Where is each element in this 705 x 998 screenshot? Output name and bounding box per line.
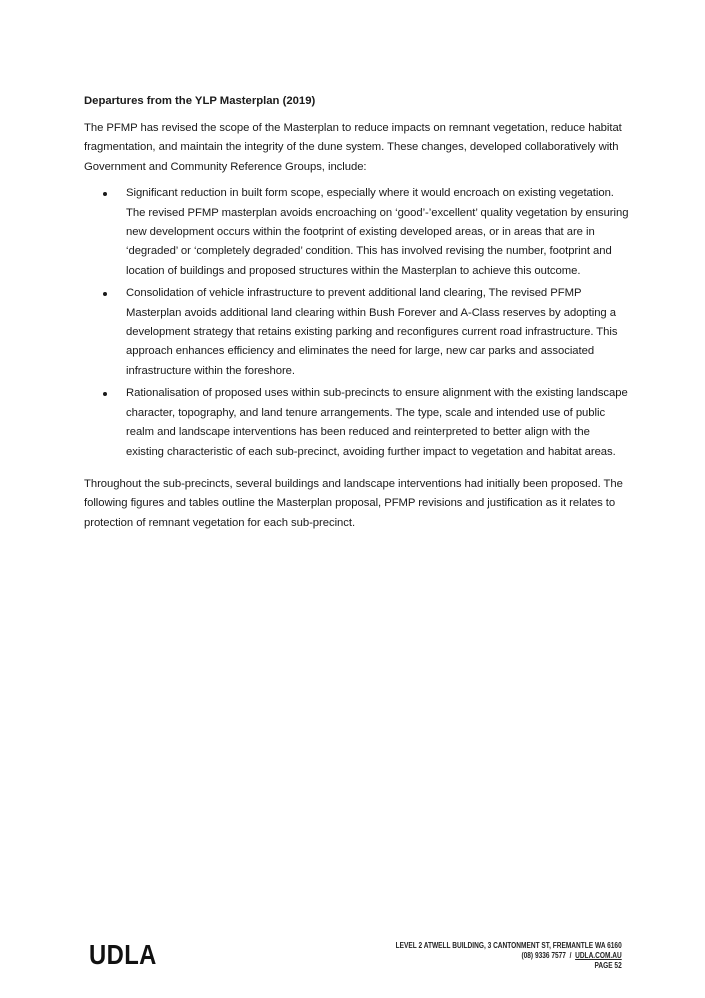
list-item: Significant reduction in built form scope, especially where it would encroach on existing vegetation. The revised PFMP masterplan avoids encroaching on ‘good’-’excellent’ quality vegetation by ensuring new development occurs within the footprint of existing developed areas, or in areas that are in ‘degraded’ or ‘completely degraded’ condition. This has involved revising the number, footprint and location of buildings and proposed structures within the Masterplan to achieve this outcome. — [84, 184, 629, 281]
departures-list — [84, 184, 629, 462]
bullet-icon — [103, 192, 107, 196]
footer-phone-line — [396, 951, 622, 961]
page-number: PAGE 52 — [594, 961, 622, 970]
footer-phone: (08) 9336 7577 — [521, 951, 567, 960]
footer-contact — [396, 941, 622, 971]
list-item: Rationalisation of proposed uses within sub-precincts to ensure alignment with the existing landscape character, topography, and land tenure arrangements. The type, scale and intended use of public realm and landscape interventions has been reduced and reinterpreted to better align with the existing characteristic of each sub-precinct, avoiding further impact to vegetation and habitat areas. — [84, 384, 629, 462]
website-link[interactable]: UDLA.COM.AU — [575, 951, 622, 960]
section-heading: Departures from the YLP Masterplan (2019) — [84, 95, 316, 107]
bullet-icon — [103, 392, 107, 396]
closing-paragraph: Throughout the sub-precincts, several buildings and landscape interventions had initially been proposed. The following figures and tables outline the Masterplan proposal, PFMP revisions and justification as it relates to protection of remnant vegetation for each sub-precinct. — [84, 477, 623, 529]
intro-paragraph: The PFMP has revised the scope of the Masterplan to reduce impacts on remnant vegetation, reduce habitat fragmentation, and maintain the integrity of the dune system. These changes, developed collaboratively with Government and Community Reference Groups, include: — [84, 122, 622, 173]
list-item: Consolidation of vehicle infrastructure to prevent additional land clearing, The revised PFMP Masterplan avoids additional land clearing within Bush Forever and A-Class reserves by adopting a development strategy that retains existing parking and reconfigures current road infrastructure. This approach enhances efficiency and eliminates the need for large, new car parks and associated infrastructure within the foreshore. — [84, 284, 629, 381]
bullet-icon — [103, 292, 107, 296]
document-body — [84, 93, 629, 533]
udla-logo: UDLA — [88, 939, 157, 970]
footer-separator: / — [569, 951, 572, 960]
footer-address: LEVEL 2 ATWELL BUILDING, 3 CANTONMENT ST, FREMANTLE WA 6160 — [395, 941, 622, 950]
